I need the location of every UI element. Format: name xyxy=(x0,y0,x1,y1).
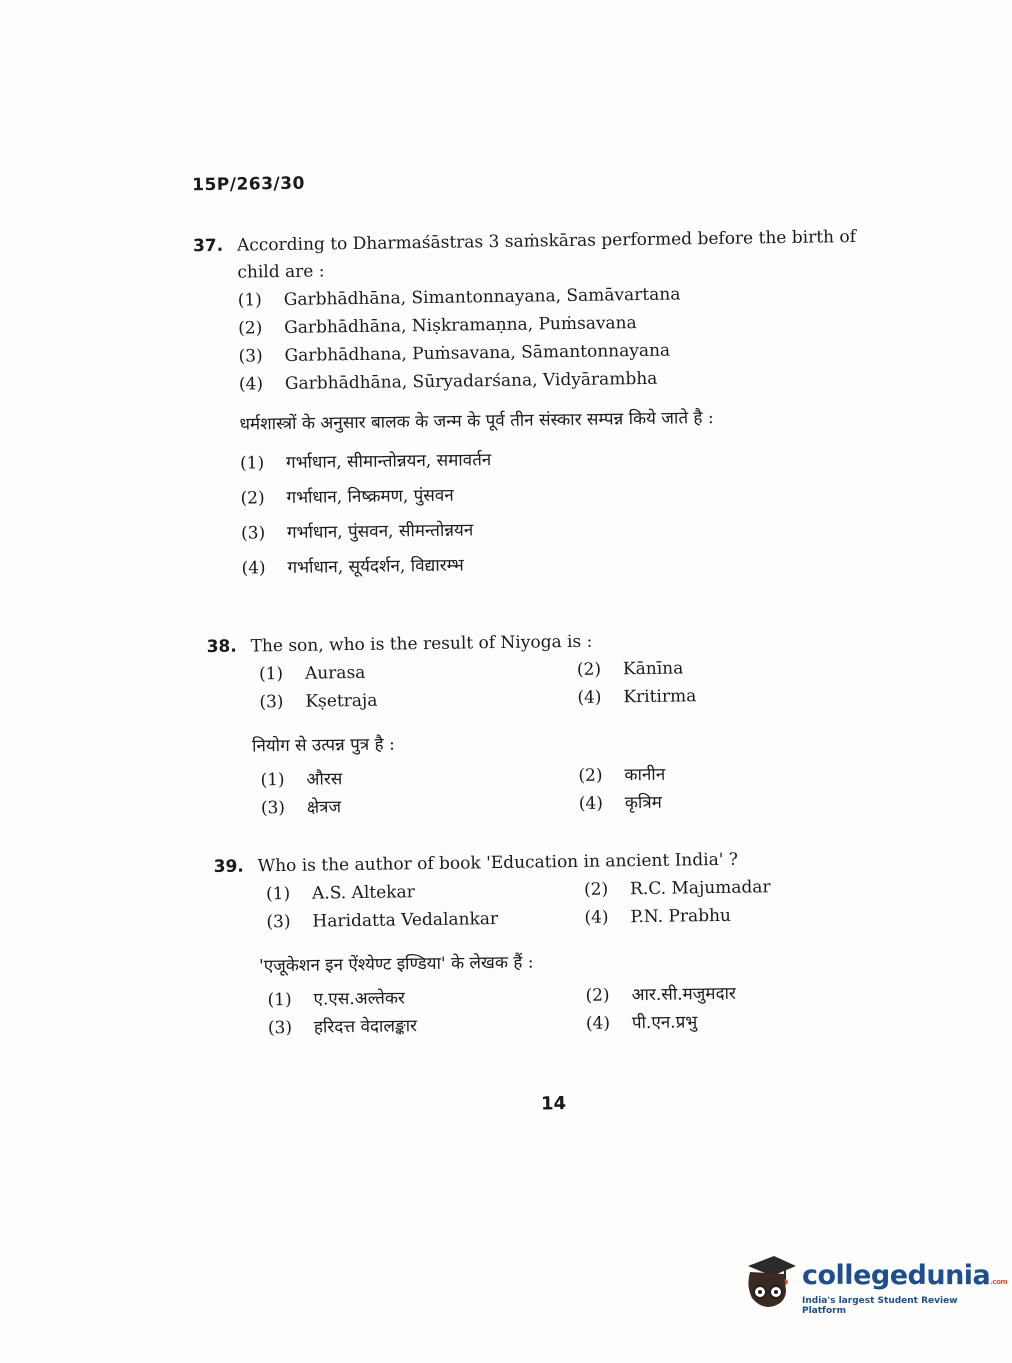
option-number: (1) xyxy=(237,290,263,311)
paper-code: 15P/263/30 xyxy=(192,173,305,196)
option-number: (3) xyxy=(260,798,286,819)
option-text: Kritirma xyxy=(623,686,697,708)
option-number: (1) xyxy=(258,664,284,685)
hindi-option xyxy=(578,758,838,790)
option-number: (2) xyxy=(585,985,610,1006)
option-number: (1) xyxy=(267,989,292,1011)
option-text: क्षेत्रज xyxy=(306,797,342,818)
option xyxy=(577,652,837,684)
option-number: (1) xyxy=(260,770,285,791)
options-grid xyxy=(259,652,888,717)
hindi-option xyxy=(260,762,578,794)
option xyxy=(266,904,584,936)
question-number: 37. xyxy=(192,235,224,257)
hindi-section xyxy=(195,400,877,587)
option-text: A.S. Altekar xyxy=(311,882,415,904)
option-number: (2) xyxy=(578,765,603,786)
options-list xyxy=(238,278,876,399)
option-number: (2) xyxy=(583,879,609,900)
option-text: औरस xyxy=(306,769,343,790)
option-number: (4) xyxy=(584,907,609,928)
option-number: (3) xyxy=(240,523,266,544)
option-text: आर.सी.मजुमदार xyxy=(631,983,737,1006)
option xyxy=(259,684,577,716)
brand-name: collegedunia.com xyxy=(802,1260,1008,1291)
question-text: Who is the author of book 'Education in ancient India' ? xyxy=(257,849,739,877)
option-text: गर्भाधान, सूर्यदर्शन, विद्यारम्भ xyxy=(287,555,464,578)
option-number: (4) xyxy=(241,558,266,579)
option-number: (3) xyxy=(238,346,263,367)
option-text: पी.एन.प्रभु xyxy=(631,1012,698,1034)
option xyxy=(266,876,584,908)
hindi-question-text: नियोग से उत्पन्न पुत्र है : xyxy=(251,734,395,757)
option-text: गर्भाधान, पुंसवन, सीमन्तोन्नयन xyxy=(286,520,474,543)
option-number: (3) xyxy=(267,1017,293,1039)
option xyxy=(259,656,577,688)
option-text: Kṣetraja xyxy=(305,690,378,712)
question-38 xyxy=(206,625,889,823)
option-text: Kānīna xyxy=(622,658,684,680)
option-text: हरिदत्त वेदालङ्कार xyxy=(313,1016,418,1038)
option xyxy=(584,900,844,932)
brand-tagline: India's largest Student Review Platform xyxy=(802,1296,958,1316)
hindi-option xyxy=(241,543,877,587)
hindi-option xyxy=(586,1006,846,1038)
option-number: (4) xyxy=(585,1013,611,1034)
option-number: (1) xyxy=(239,453,265,474)
mascot-icon xyxy=(740,1252,802,1314)
option-number: (4) xyxy=(578,793,604,814)
option-text: Garbhādhāna, Sūryadarśana, Vidyārambha xyxy=(284,368,658,394)
option-number: (2) xyxy=(240,488,265,509)
option-text: Garbhādhāna, Niṣkramaṇna, Puṁsavana xyxy=(284,313,637,338)
option-text: गर्भाधान, निष्क्रमण, पुंसवन xyxy=(286,485,454,508)
hindi-option xyxy=(261,790,579,822)
option-number: (3) xyxy=(266,911,291,933)
brand-suffix: .com xyxy=(990,1278,1008,1286)
option-number: (1) xyxy=(265,883,291,905)
option-text: कृत्रिम xyxy=(624,792,663,814)
option-number: (3) xyxy=(259,692,284,713)
hindi-option xyxy=(579,786,839,818)
options-grid xyxy=(266,872,895,937)
option-text: कानीन xyxy=(624,764,666,786)
option-text: Garbhādhāna, Simantonnayana, Samāvartana xyxy=(283,284,681,310)
hindi-question-text: 'एजूकेशन इन ऐंश्येण्ट इण्डिया' के लेखक हैं : xyxy=(258,952,534,977)
question-text: According to Dharmaśāstras 3 saṁskāras performed before the birth of child are : xyxy=(236,226,857,283)
option-number: (2) xyxy=(576,659,602,680)
hindi-section xyxy=(208,722,889,823)
option-text: गर्भाधान, सीमान्तोन्नयन, समावर्तन xyxy=(285,450,492,473)
question-37 xyxy=(193,224,878,587)
hindi-option xyxy=(268,1010,586,1042)
option-text: Aurasa xyxy=(304,662,366,684)
question-39 xyxy=(214,845,897,1043)
question-number: 38. xyxy=(206,636,237,658)
page-number: 14 xyxy=(540,1093,567,1115)
option xyxy=(577,680,837,712)
hindi-section xyxy=(215,942,896,1043)
option-text: P.N. Prabhu xyxy=(630,905,732,928)
option-number: (4) xyxy=(577,687,602,708)
option-text: R.C. Majumadar xyxy=(629,877,771,900)
option-number: (4) xyxy=(238,374,264,395)
option-text: Garbhādhana, Puṁsavana, Sāmantonnayana xyxy=(284,340,671,366)
option-number: (2) xyxy=(238,318,263,339)
question-number: 39. xyxy=(213,856,244,878)
option-text: Haridatta Vedalankar xyxy=(312,909,499,932)
hindi-option xyxy=(267,982,585,1014)
option-text: ए.एस.अल्तेकर xyxy=(313,988,406,1010)
option xyxy=(584,872,844,904)
hindi-option xyxy=(585,978,845,1010)
question-text: The son, who is the result of Niyoga is : xyxy=(250,631,593,657)
collegedunia-logo xyxy=(740,1250,1008,1320)
hindi-question-text: धर्मशास्त्रों के अनुसार बालक के जन्म के पूर्व तीन संस्कार सम्पन्न किये जाते है : xyxy=(239,408,714,435)
